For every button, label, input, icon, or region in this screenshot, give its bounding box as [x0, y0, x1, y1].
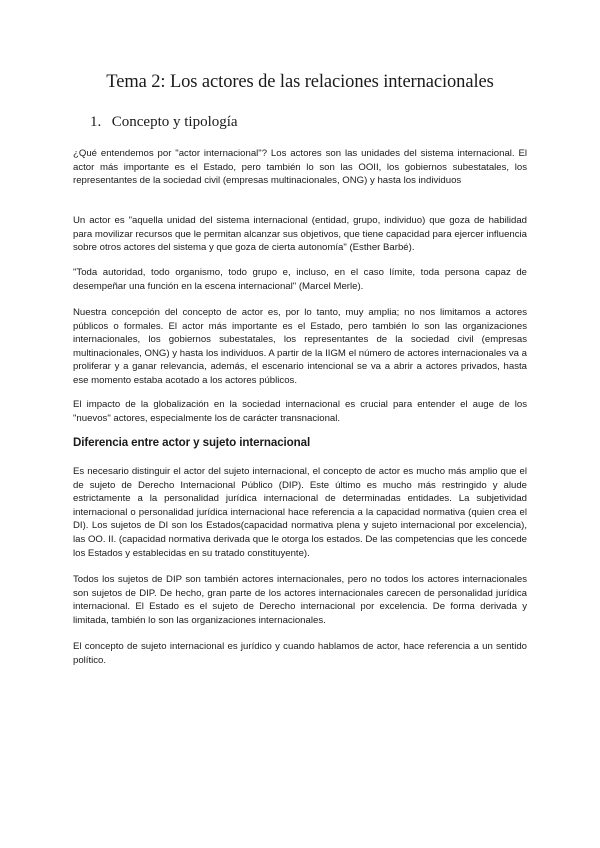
paragraph-subjects-are-actors: Todos los sujetos de DIP son también actores internacionales, pero no todos los actores internacionales son sujetos de DIP. De hecho, gran parte de los actores internacionales carecen de personalidad jurídica internacional. El Estado es el sujeto de Derecho internacional por excelencia. De forma derivada y limitada, también lo son las organizaciones internacionales.	[73, 574, 527, 626]
section-heading	[90, 114, 238, 131]
paragraph-barbe-definition: Un actor es "aquella unidad del sistema internacional (entidad, grupo, individuo) que goza de habilidad para movilizar recursos que le permitan alcanzar sus objetivos, que tiene capacidad para ejercer influencia sobre otros actores del sistema y que goza de cierta autonomía" (Esther Barbé).	[73, 215, 527, 254]
paragraph-intro-question: ¿Qué entendemos por "actor internacional"? Los actores son las unidades del sistema internacional. El actor más importante es el Estado, pero también lo son las OOII, los gobiernos subestatales, los representantes de la sociedad civil (empresas multinacionales, ONG) y hasta los individuos	[73, 148, 527, 187]
document-title: Tema 2: Los actores de las relaciones internacionales	[106, 72, 494, 92]
paragraph-legal-vs-political: El concepto de sujeto internacional es jurídico y cuando hablamos de actor, hace referencia a un sentido político.	[73, 641, 527, 666]
paragraph-merle-quote: "Toda autoridad, todo organismo, todo grupo e, incluso, en el caso límite, toda persona capaz de desempeñar una función en la escena internacional" (Marcel Merle).	[73, 267, 527, 292]
section-title: Concepto y tipología	[111, 114, 238, 130]
paragraph-broad-concept: Nuestra concepción del concepto de actor es, por lo tanto, muy amplia; no nos limitamos a actores públicos o formales. El actor más importante es el Estado, pero también lo son las organizaciones internacionales, los gobiernos subestatales, los representantes de la sociedad civil (empresas multinacionales, ONG) y hasta los individuos. A partir de la IIGM el número de actores internacionales va a proliferar y a ganar relevancia, además, el escenario intencional se va a abrir a actores privados, hasta ese momento estaba acotado a los actores públicos.	[73, 307, 527, 386]
paragraph-actor-vs-subject: Es necesario distinguir el actor del sujeto internacional, el concepto de actor es mucho más amplio que el de sujeto de Derecho Internacional Público (DIP). Este último es mucho más restringido y alude estrictamente a la personalidad jurídica internacional de determinadas entidades. La subjetividad internacional o personalidad jurídica internacional hace referencia a la capacidad normativa (quien crea el DI). Los sujetos de DI son los Estados(capacidad normativa plena y sujeto internacional por excelencia), las OO. II. (capacidad normativa derivada que le otorga los estados. De las competencias que les concede los Estados y establecidas en su tratado constituyente).	[73, 466, 527, 559]
subheading-actor-vs-subject: Diferencia entre actor y sujeto internacional	[73, 436, 311, 449]
paragraph-globalization: El impacto de la globalización en la sociedad internacional es crucial para entender el auge de los "nuevos" actores, especialmente los de carácter transnacional.	[73, 399, 527, 424]
section-number: 1.	[90, 114, 102, 130]
